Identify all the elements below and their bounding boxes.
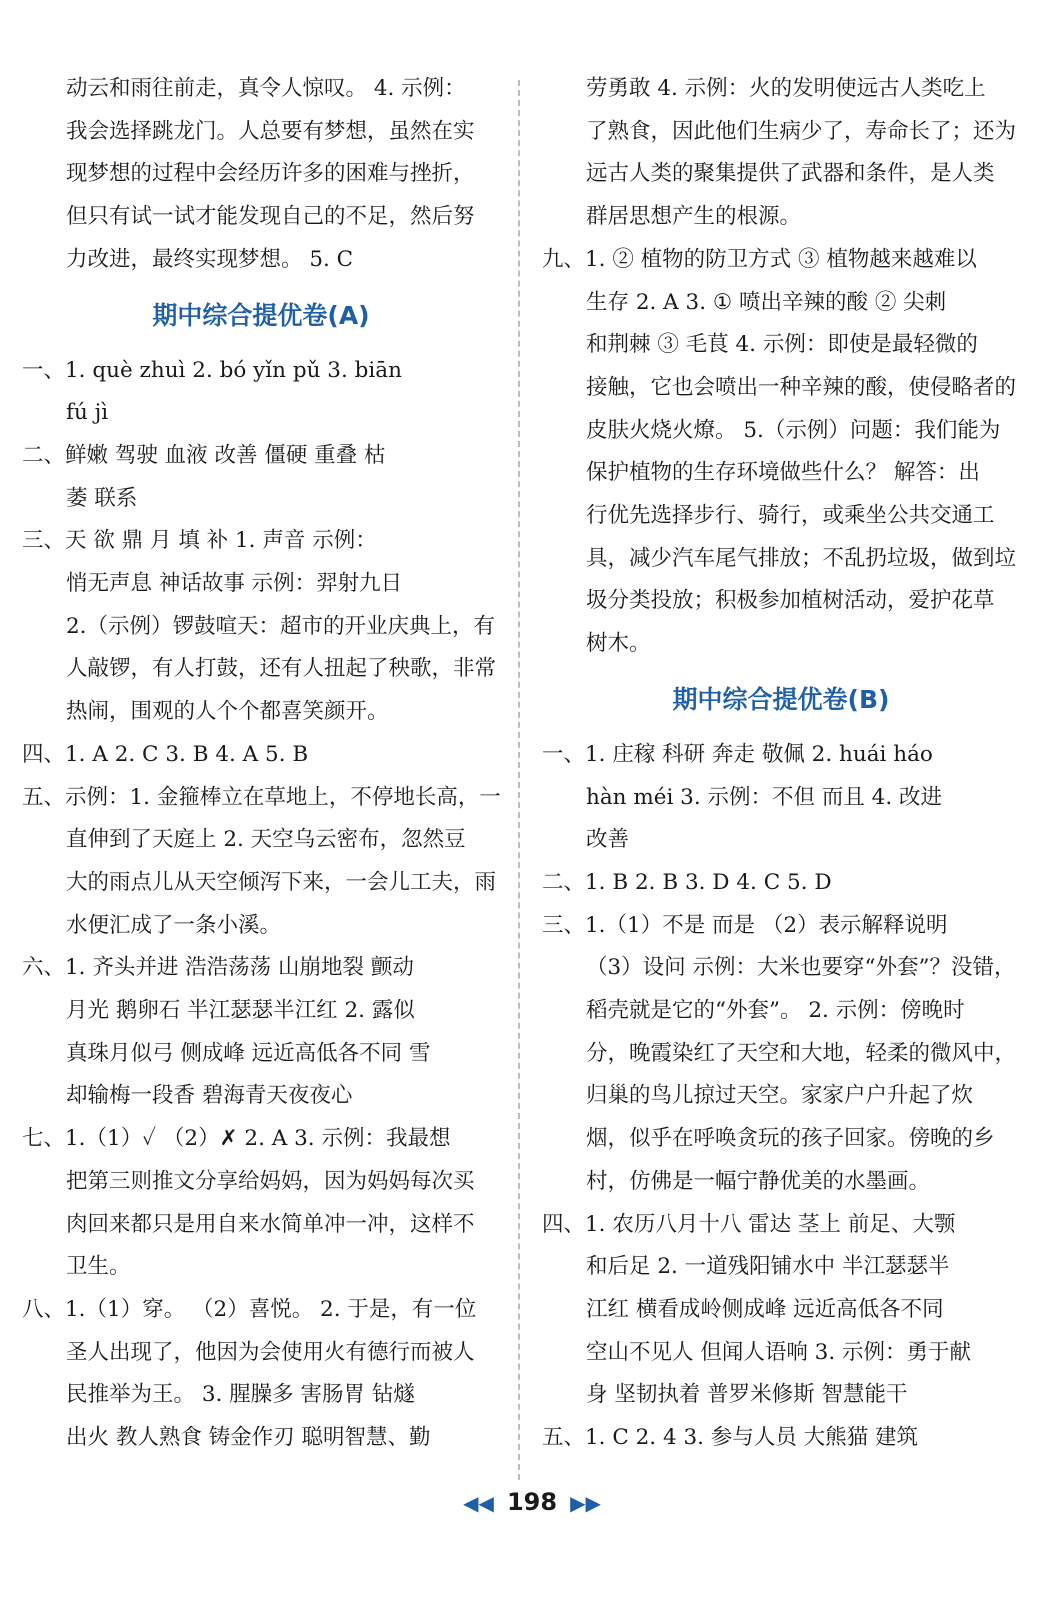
answer-line: 行优先选择步行、骑行，或乘坐公共交通工: [586, 503, 995, 529]
answer-line: 民推举为王。 3. 腥臊多 害肠胃 钻燧: [66, 1382, 415, 1408]
right-answer-body: [542, 734, 1020, 1460]
answer-line: 空山不见人 但闻人语响 3. 示例：勇于献: [586, 1339, 972, 1365]
right-continued-text: [542, 68, 1020, 666]
answer-line: 皮肤火烧火燎。 5.（示例）问题：我们能为: [586, 417, 1001, 443]
answer-line: fú jì: [66, 400, 109, 426]
left-column: [22, 68, 500, 1460]
answer-line: 圾分类投放；积极参加植树活动，爱护花草: [586, 588, 995, 614]
answer-line: 2.（示例）锣鼓喧天：超市的开业庆典上，有: [66, 613, 496, 639]
answer-line: 烟，似乎在呼唤贪玩的孩子回家。傍晚的乡: [586, 1126, 995, 1152]
answer-line: 归巢的鸟儿掠过天空。家家户户升起了炊: [586, 1083, 974, 1109]
answer-line: 和后足 2. 一道残阳铺水中 半江瑟瑟半: [586, 1254, 950, 1280]
answer-line: 真珠月似弓 侧成峰 远近高低各不同 雪: [66, 1040, 431, 1066]
answer-line: 一、1. què zhuì 2. bó yǐn pǔ 3. biān: [22, 357, 402, 383]
answer-line: 六、1. 齐头并进 浩浩荡荡 山崩地裂 颤动: [22, 955, 414, 981]
answer-line: 卫生。: [66, 1254, 131, 1280]
answer-line: 萎 联系: [66, 485, 138, 511]
answer-line: 九、1. ② 植物的防卫方式 ③ 植物越来越难以: [542, 246, 977, 272]
answer-line: 五、1. C 2. 4 3. 参与人员 大熊猫 建筑: [542, 1425, 919, 1451]
answer-line: 保护植物的生存环境做些什么？ 解答：出: [586, 460, 980, 486]
right-column: [542, 68, 1020, 1460]
answer-line: 江红 横看成岭侧成峰 远近高低各不同: [586, 1296, 944, 1322]
answer-line: 动云和雨往前走，真令人惊叹。 4. 示例：: [66, 76, 466, 101]
answer-line: 改善: [586, 827, 630, 853]
answer-line: 大的雨点儿从天空倾泻下来，一会儿工夫，雨: [66, 869, 497, 895]
answer-line: 了熟食，因此他们生病少了，寿命长了；还为: [586, 118, 1017, 144]
section-title-a: 期中综合提优卷(A): [152, 300, 370, 330]
answer-line: 群居思想产生的根源。: [586, 204, 802, 230]
answer-line: 却输梅一段香 碧海青天夜夜心: [66, 1083, 353, 1109]
section-title-b: 期中综合提优卷(B): [672, 684, 890, 714]
answer-line: 七、1.（1）✓ （2）✗ 2. A 3. 示例：我最想: [22, 1126, 451, 1152]
answer-line: 劳勇敢 4. 示例：火的发明使远古人类吃上: [586, 76, 986, 101]
answer-line: 把第三则推文分享给妈妈，因为妈妈每次买: [66, 1168, 475, 1194]
answer-line: 我会选择跳龙门。人总要有梦想，虽然在实: [66, 118, 475, 144]
answer-line: 悄无声息 神话故事 示例：羿射九日: [66, 571, 403, 597]
answer-line: （3）设问 示例：大米也要穿“外套”？没错，: [586, 955, 1016, 981]
answer-line: 三、天 欲 鼎 月 填 补 1. 声音 示例：: [22, 528, 377, 554]
answer-line: hàn méi 3. 示例：不但 而且 4. 改进: [586, 784, 943, 810]
answer-line: 分，晚霞染红了天空和大地，轻柔的微风中，: [586, 1040, 1017, 1066]
answer-line: 具，减少汽车尾气排放；不乱扔垃圾，做到垃: [586, 545, 1017, 571]
answer-line: 二、1. B 2. B 3. D 4. C 5. D: [542, 869, 832, 895]
answer-line: 肉回来都只是用自来水简单冲一冲，这样不: [66, 1211, 475, 1237]
answer-line: 远古人类的聚集提供了武器和条件，是人类: [586, 161, 995, 187]
answer-line: 二、鲜嫩 驾驶 血液 改善 僵硬 重叠 枯: [22, 442, 386, 468]
answer-line: 一、1. 庄稼 科研 奔走 敬佩 2. huái háo: [542, 741, 933, 767]
left-answer-body: [22, 350, 500, 1460]
answer-line: 出火 教人熟食 铸金作刃 聪明智慧、勤: [66, 1425, 431, 1451]
answer-line: 四、1. A 2. C 3. B 4. A 5. B: [22, 741, 309, 767]
answer-line: 但只有试一试才能发现自己的不足，然后努: [66, 204, 475, 230]
answer-line: 力改进，最终实现梦想。 5. C: [66, 246, 354, 272]
answer-line: 水便汇成了一条小溪。: [66, 912, 282, 938]
answer-line: 三、1.（1）不是 而是 （2）表示解释说明: [542, 912, 948, 938]
answer-line: 五、示例：1. 金箍棒立在草地上，不停地长高，一: [22, 784, 501, 810]
answer-line: 人敲锣，有人打鼓，还有人扭起了秧歌，非常: [66, 656, 497, 682]
left-continued-text: [22, 68, 500, 282]
answer-line: 月光 鹅卵石 半江瑟瑟半江红 2. 露似: [66, 998, 415, 1024]
answer-line: 村，仿佛是一幅宁静优美的水墨画。: [586, 1168, 931, 1194]
answer-line: 接触，它也会喷出一种辛辣的酸，使侵略者的: [586, 374, 1017, 400]
answer-line: 生存 2. A 3. ① 喷出辛辣的酸 ② 尖刺: [586, 289, 947, 315]
page-number: 198: [506, 1488, 558, 1516]
answer-line: 四、1. 农历八月十八 雷达 茎上 前足、大颚: [542, 1211, 956, 1237]
answer-line: 八、1.（1）穿。 （2）喜悦。 2. 于是，有一位: [22, 1296, 477, 1322]
answer-line: 树木。: [586, 631, 651, 657]
answer-line: 身 坚韧执着 普罗米修斯 智慧能干: [586, 1382, 908, 1408]
answer-line: 现梦想的过程中会经历许多的困难与挫折，: [66, 161, 475, 187]
answer-line: 圣人出现了，他因为会使用火有德行而被人: [66, 1339, 475, 1365]
answer-line: 稻壳就是它的“外套”。 2. 示例：傍晚时: [586, 998, 965, 1024]
next-arrows-icon: ▶▶: [570, 1491, 601, 1515]
answer-line: 直伸到了天庭上 2. 天空乌云密布，忽然豆: [66, 827, 466, 853]
prev-arrows-icon: ◀◀: [463, 1491, 494, 1515]
page-footer: [0, 1488, 1064, 1516]
answer-line: 和荆棘 ③ 毛茛 4. 示例：即使是最轻微的: [586, 332, 978, 358]
column-divider: [518, 80, 520, 1480]
answer-line: 热闹，围观的人个个都喜笑颜开。: [66, 699, 389, 725]
